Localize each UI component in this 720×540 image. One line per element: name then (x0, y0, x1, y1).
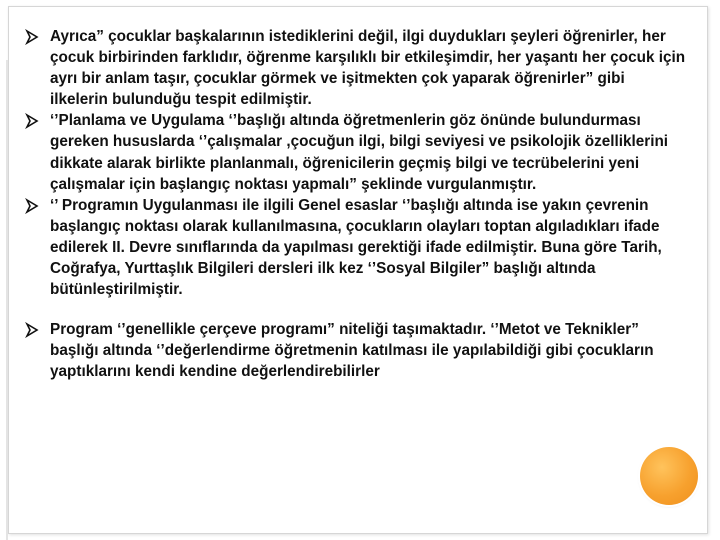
arrow-bullet-icon (24, 322, 40, 338)
bullet-item-3 (24, 195, 686, 300)
bullet-text: Program ‘’genellikle çerçeve programı” niteliği taşımaktadır. ‘’Metot ve Teknikler” başlığı altında ‘’değerlendirme öğretmenin katılması ile yapılabildiği gibi çocukların yaptıklarını kendi kendine değerlendirebilirler (50, 321, 654, 381)
bullet-list (24, 26, 686, 383)
arrow-bullet-icon (24, 113, 40, 129)
left-edge-line (6, 60, 8, 540)
bullet-item-1 (24, 26, 686, 110)
bullet-text: ‘’Planlama ve Uygulama ‘’başlığı altında öğretmenlerin göz önünde bulundurması gereken hususlarda ‘’çalışmalar ,çocuğun ilgi, bilgi seviyesi ve psikolojik özelliklerini dikkate alarak birlikte planlanmalı, öğrenicilerin geçmiş bilgi ve tecrübelerini yeni çalışmalar için başlangıç noktası yapmalı” şeklinde vurgulanmıştır. (50, 112, 669, 193)
bullet-item-4 (24, 319, 686, 382)
orange-circle-decoration (640, 447, 698, 505)
bullet-item-2 (24, 110, 686, 194)
arrow-bullet-icon (24, 198, 40, 214)
bullet-text: Ayrıca” çocuklar başkalarının istediklerini değil, ilgi duydukları şeyleri öğrenirler, her çocuk birbirinden farklıdır, öğrenme karşılıklı bir etkileşimdir, her yaşantı her çocuk için ayrı bir anlam taşır, çocuklar görmek ve işitmekten çok yaparak öğrenirler” gibi ilkelerin bulunduğu tespit edilmiştir. (50, 28, 686, 109)
arrow-bullet-icon (24, 29, 40, 45)
bullet-text: ‘’ Programın Uygulanması ile ilgili Genel esaslar ‘’başlığı altında ise yakın çevrenin başlangıç noktası olarak kullanılmasına, çocukların olayları toptan algıladıkları ifade edilerek II. Devre sınıflarında da yapılması gerektiği ifade edilmiştir. Buna göre Tarih, Coğrafya, Yurttaşlık Bilgileri dersleri ilk kez ‘’Sosyal Bilgiler” başlığı altında bütünleştirilmiştir. (50, 196, 662, 299)
